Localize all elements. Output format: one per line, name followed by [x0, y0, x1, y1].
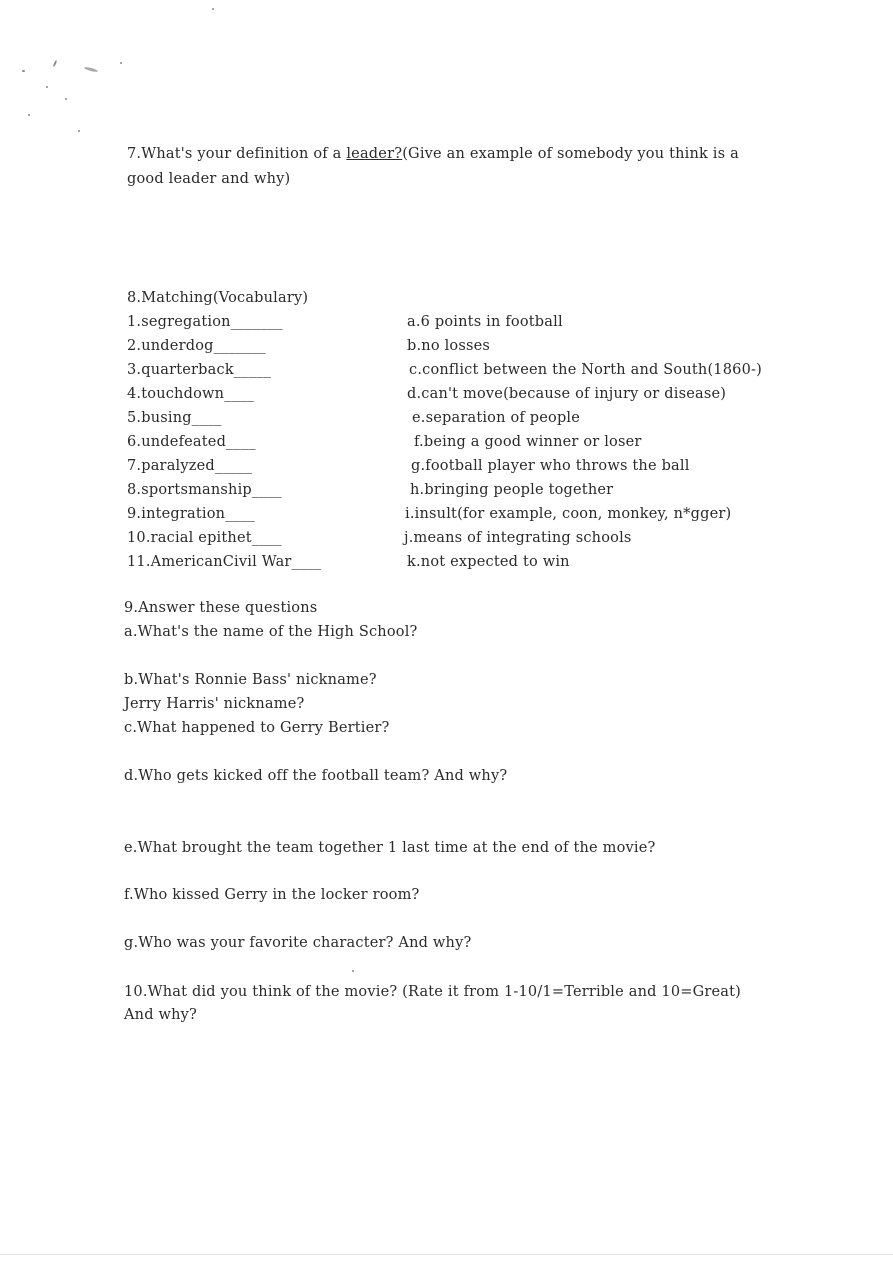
matching-term: 7.paralyzed_____	[127, 458, 253, 474]
matching-definition: a.6 points in football	[407, 314, 563, 330]
q7-leader-term: leader?	[346, 146, 403, 162]
q7-suffix: (Give an example of somebody you think is a	[402, 146, 739, 162]
q8-heading: 8.Matching(Vocabulary)	[127, 290, 309, 306]
matching-definition: i.insult(for example, coon, monkey, n*gger)	[405, 506, 732, 522]
matching-term: 10.racial epithet____	[127, 530, 282, 546]
matching-definition: d.can't move(because of injury or disease)	[407, 386, 727, 402]
q9-question-a: a.What's the name of the High School?	[124, 624, 418, 640]
scan-speck	[22, 70, 25, 72]
q9-question-b: b.What's Ronnie Bass' nickname?	[124, 672, 377, 688]
q9-question-g: g.Who was your favorite character? And why?	[124, 935, 472, 951]
matching-term: 2.underdog_______	[127, 338, 266, 354]
q7-line2: good leader and why)	[127, 171, 291, 187]
scan-speck	[65, 98, 67, 100]
matching-definition: f.being a good winner or loser	[414, 434, 642, 450]
matching-definition: b.no losses	[407, 338, 491, 354]
scan-speck	[53, 60, 58, 67]
scan-speck	[28, 114, 30, 116]
scan-speck	[120, 62, 122, 64]
matching-term: 11.AmericanCivil War____	[127, 554, 322, 570]
matching-term: 1.segregation_______	[127, 314, 283, 330]
q9-question-d: d.Who gets kicked off the football team? And why?	[124, 768, 508, 784]
q9-question-f: f.Who kissed Gerry in the locker room?	[124, 887, 420, 903]
matching-definition: g.football player who throws the ball	[411, 458, 690, 474]
scan-speck	[352, 970, 354, 972]
q7-line1	[127, 146, 739, 162]
matching-term: 5.busing____	[127, 410, 222, 426]
matching-term: 3.quarterback_____	[127, 362, 272, 378]
matching-definition: j.means of integrating schools	[404, 530, 632, 546]
scan-speck	[84, 66, 98, 73]
q9-heading: 9.Answer these questions	[124, 600, 318, 616]
scan-speck	[212, 8, 214, 10]
matching-definition: h.bringing people together	[410, 482, 614, 498]
matching-definition: c.conflict between the North and South(1860-)	[409, 362, 762, 378]
matching-definition: e.separation of people	[412, 410, 581, 426]
q10-line2: And why?	[124, 1007, 198, 1023]
scan-speck	[78, 130, 80, 132]
scan-speck	[46, 86, 48, 88]
q9-question-c: c.What happened to Gerry Bertier?	[124, 720, 390, 736]
q10-line1: 10.What did you think of the movie? (Rate it from 1-10/1=Terrible and 10=Great)	[124, 984, 742, 1000]
matching-definition: k.not expected to win	[407, 554, 570, 570]
matching-term: 8.sportsmanship____	[127, 482, 282, 498]
matching-term: 9.integration____	[127, 506, 256, 522]
matching-term: 6.undefeated____	[127, 434, 256, 450]
q7-prefix: 7.What's your definition of a	[127, 146, 347, 162]
scan-bottom-edge	[0, 1254, 893, 1255]
q9-question-b-followup: Jerry Harris' nickname?	[124, 696, 305, 712]
q9-question-e: e.What brought the team together 1 last time at the end of the movie?	[124, 840, 656, 856]
matching-term: 4.touchdown____	[127, 386, 254, 402]
